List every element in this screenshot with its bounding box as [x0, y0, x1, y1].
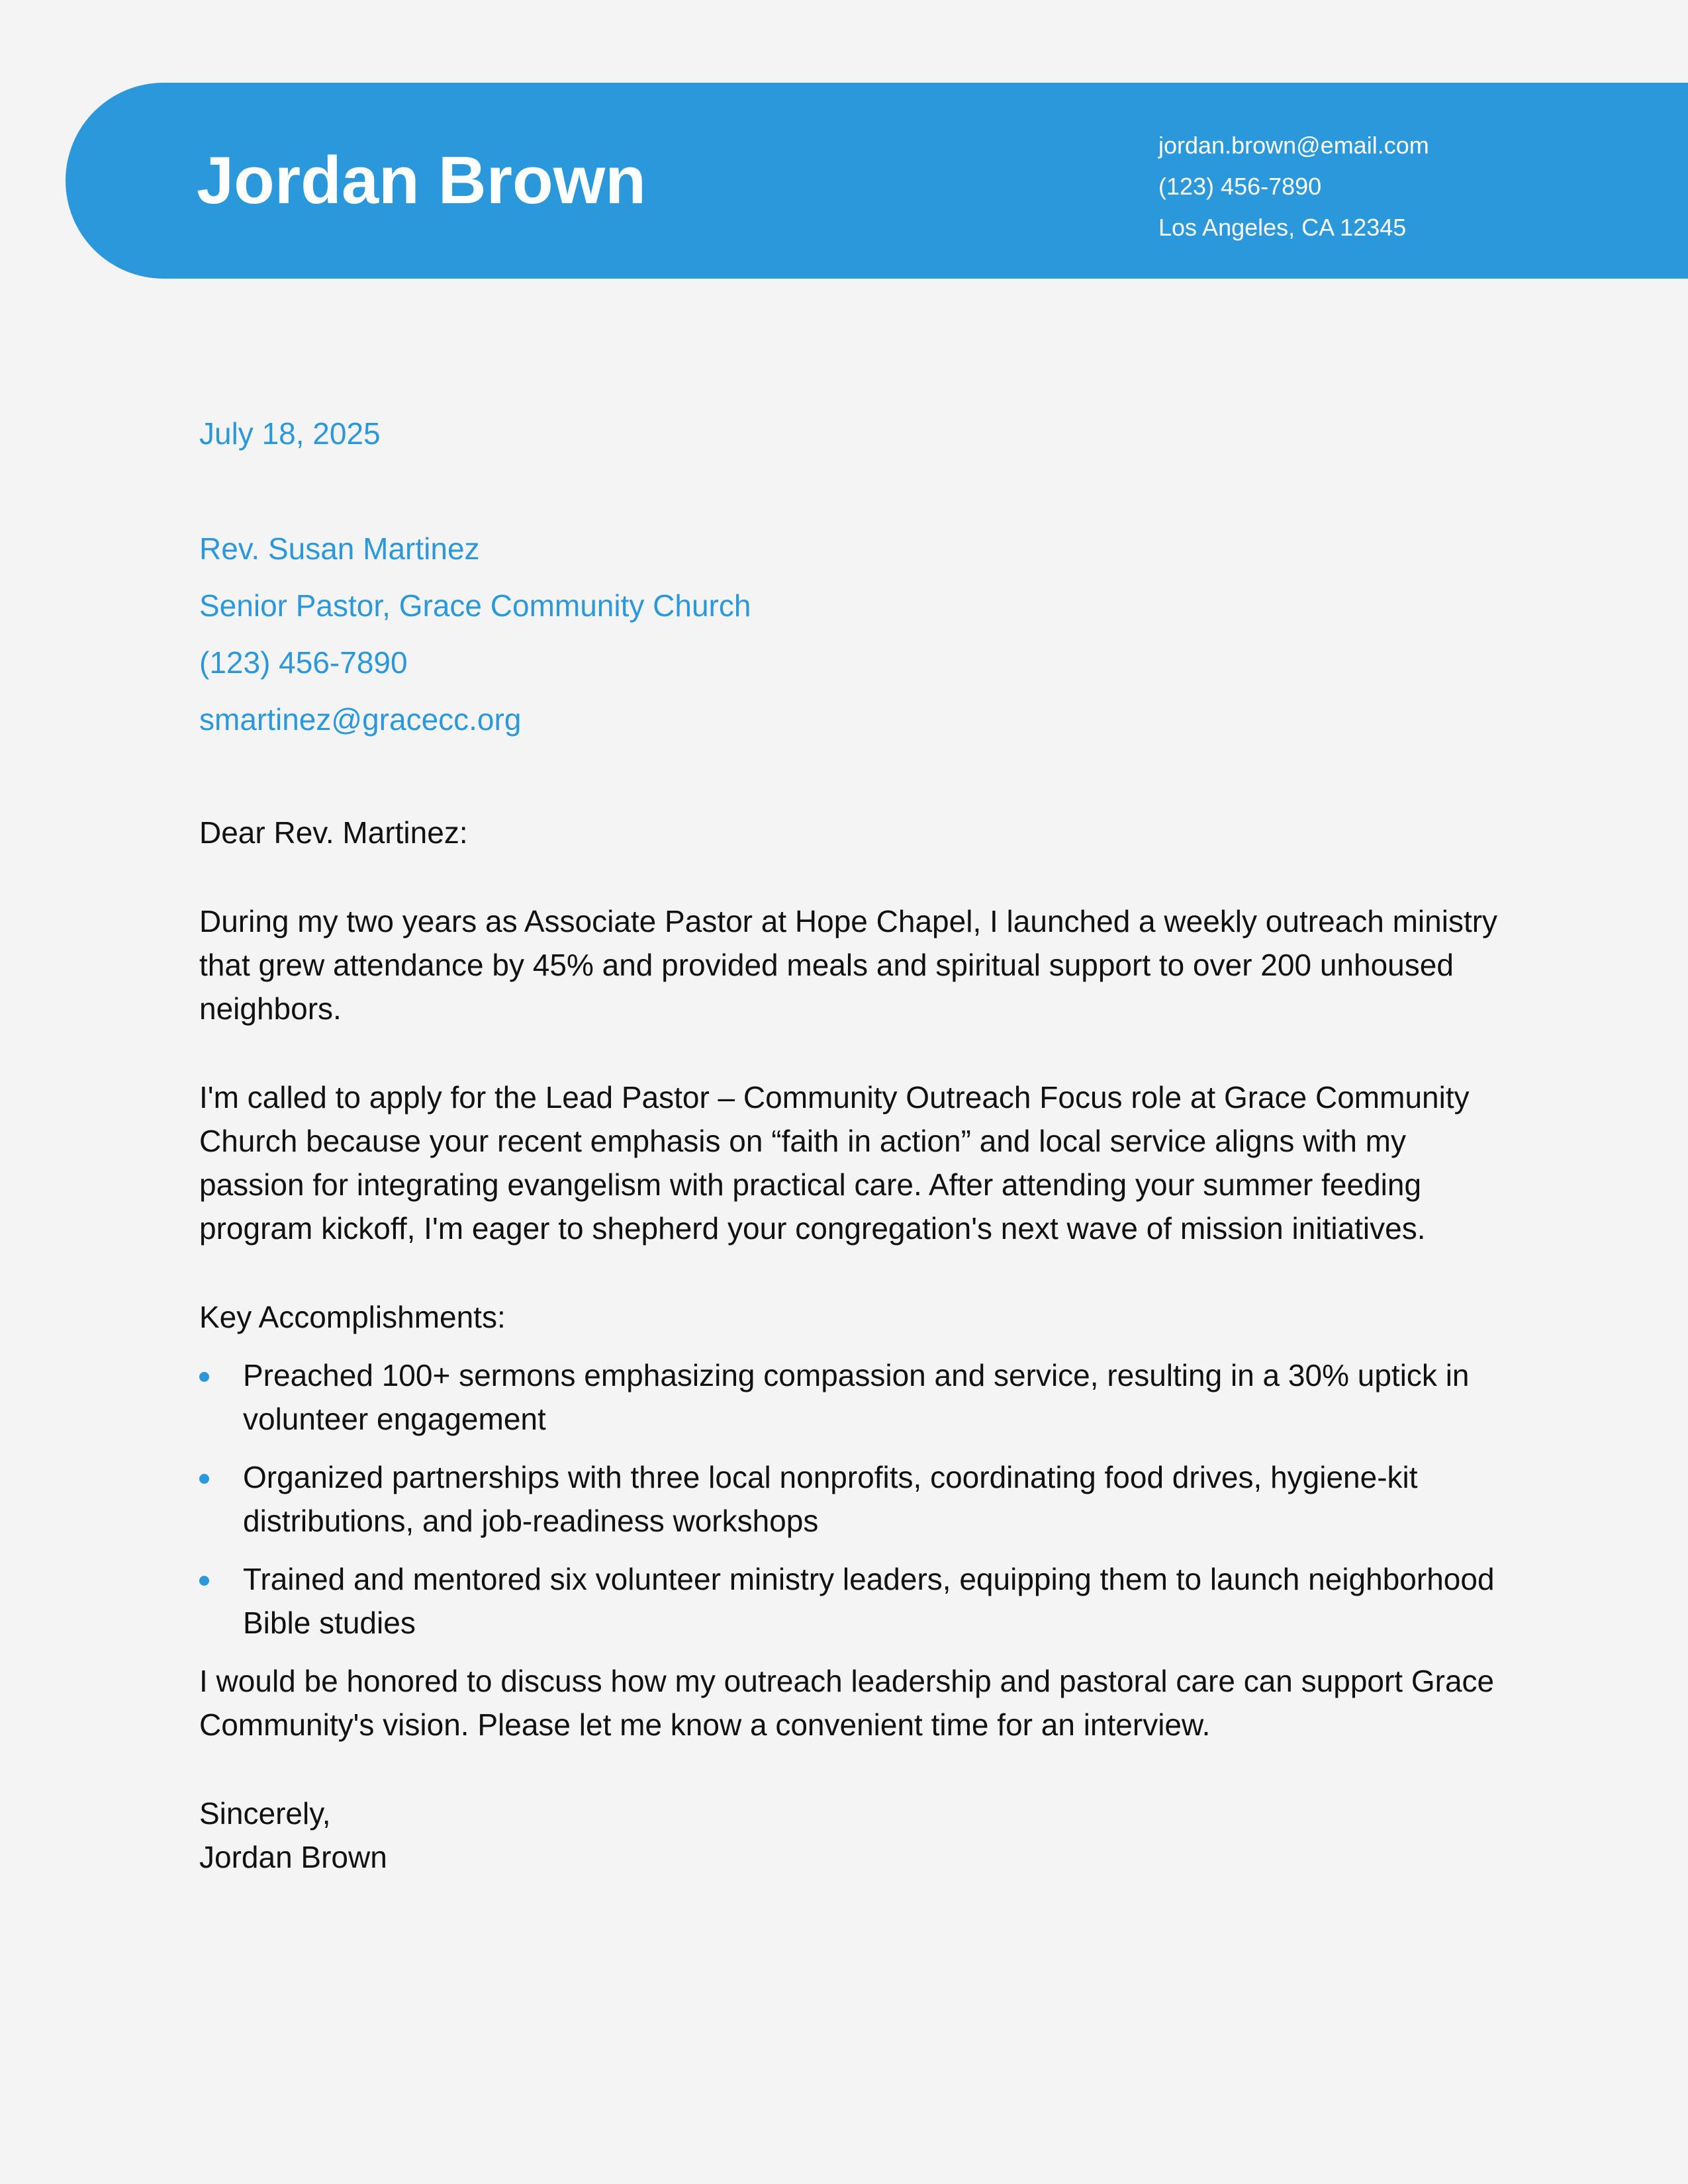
- paragraph-motivation: I'm called to apply for the Lead Pastor – Community Outreach Focus role at Grace Community Church because your recent emphasis on “faith in action” and local service aligns with my passion for integrating evangelism with practical care. After attending your summer feeding program kickoff, I'm eager to shepherd your congregation's next wave of mission initiatives.: [199, 1080, 1470, 1246]
- list-item: [199, 1557, 1510, 1645]
- bullet-icon: [199, 1372, 209, 1382]
- paragraph-closing: I would be honored to discuss how my outreach leadership and pastoral care can support Grace Community's vision. Please let me know a convenient time for an interview.: [199, 1664, 1495, 1742]
- salutation: Dear Rev. Martinez:: [199, 815, 468, 850]
- sender-email: jordan.brown@email.com: [1158, 132, 1429, 159]
- recipient-name: Rev. Susan Martinez: [199, 531, 480, 566]
- sender-name: Jordan Brown: [197, 144, 646, 218]
- accomplishments-heading: Key Accomplishments:: [199, 1300, 506, 1334]
- paragraph-intro: During my two years as Associate Pastor at Hope Chapel, I launched a weekly outreach ministry that grew attendance by 45% and provided meals and spiritual support to over 200 unhoused neighbors.: [199, 904, 1498, 1026]
- header-band: [66, 83, 1688, 279]
- list-item-text: Preached 100+ sermons emphasizing compassion and service, resulting in a 30% uptick in volunteer engagement: [243, 1358, 1470, 1436]
- bullet-icon: [199, 1474, 209, 1484]
- sender-contact: [1158, 125, 1429, 248]
- recipient-email: smartinez@gracecc.org: [199, 702, 522, 737]
- recipient-block: [199, 520, 751, 748]
- signature: Jordan Brown: [199, 1840, 387, 1874]
- bullet-icon: [199, 1576, 209, 1586]
- sender-location: Los Angeles, CA 12345: [1158, 214, 1407, 241]
- letter-date: July 18, 2025: [199, 416, 381, 451]
- letter-body: [199, 811, 1510, 1879]
- list-item-text: Trained and mentored six volunteer ministry leaders, equipping them to launch neighborhood Bible studies: [243, 1562, 1495, 1640]
- accomplishments-list: [199, 1353, 1510, 1645]
- recipient-phone: (123) 456-7890: [199, 645, 408, 680]
- list-item: [199, 1455, 1510, 1543]
- signoff: Sincerely,: [199, 1796, 331, 1831]
- sender-phone: (123) 456-7890: [1158, 173, 1322, 200]
- list-item-text: Organized partnerships with three local nonprofits, coordinating food drives, hygiene-kit distributions, and job-readiness workshops: [243, 1460, 1418, 1538]
- list-item: [199, 1353, 1510, 1441]
- recipient-title: Senior Pastor, Grace Community Church: [199, 588, 751, 623]
